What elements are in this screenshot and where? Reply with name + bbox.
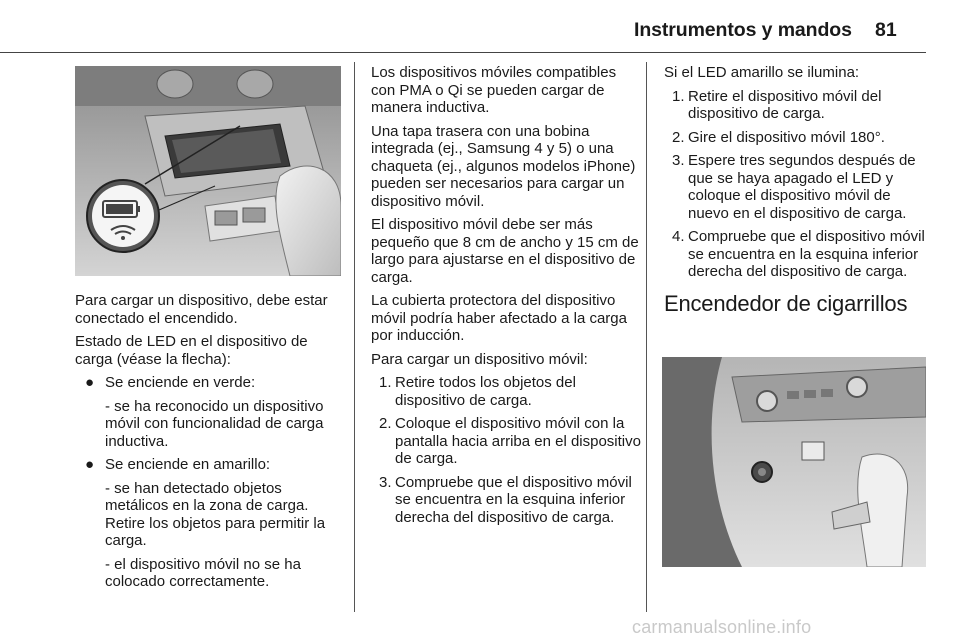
bullet-item (75, 374, 345, 450)
page-title: Instrumentos y mandos (634, 19, 852, 41)
step-number: 2. (379, 415, 392, 432)
watermark[interactable]: carmanualsonline.info (632, 617, 812, 637)
paragraph: El dispositivo móvil debe ser más pequeño que 8 cm de ancho y 15 cm de largo para ajustarse en el dispositivo de carga. (371, 216, 639, 286)
step-number: 1. (379, 374, 392, 391)
step-text: Compruebe que el dispositivo móvil se encuentra en la esquina inferior derecha del dispositivo de carga. (395, 473, 632, 526)
column-right (664, 64, 930, 316)
step-text: Espere tres segundos después de que se haya apagado el LED y coloque el dispositivo móvil de nuevo en el dispositivo de carga. (688, 152, 916, 222)
paragraph: Para cargar un dispositivo, debe estar conectado el encendido. (75, 292, 328, 327)
step-number: 2. (672, 128, 685, 146)
bullet-icon: ● (85, 374, 95, 391)
step-item (371, 474, 641, 527)
header-rule (0, 52, 926, 53)
column-divider (354, 62, 355, 612)
step-item (664, 129, 930, 147)
step-number: 4. (672, 228, 685, 245)
bullet-subtext: - se han detectado objetos metálicos en la zona de carga. Retire los objetos para permitir la carga. (105, 479, 326, 549)
column-divider (646, 62, 647, 612)
step-number: 3. (672, 152, 685, 169)
paragraph: La cubierta protectora del dispositivo móvil podría haber afectado a la carga por inducción. (371, 292, 627, 344)
paragraph: Si el LED amarillo se ilumina: (664, 64, 860, 81)
bullet-subtext: - el dispositivo móvil no se ha colocado correctamente. (105, 555, 301, 590)
step-text: Coloque el dispositivo móvil con la pantalla hacia arriba en el dispositivo de carga. (395, 415, 641, 467)
step-text: Retire el dispositivo móvil del dispositivo de carga. (688, 87, 882, 122)
step-number: 1. (672, 87, 685, 105)
section-heading: Encendedor de cigarrillos (664, 290, 908, 316)
cigarette-lighter-photo (662, 357, 926, 567)
bullet-label: Se enciende en amarillo: (105, 456, 271, 473)
step-item (371, 415, 641, 468)
paragraph: Para cargar un dispositivo móvil: (371, 350, 588, 368)
step-item (664, 228, 930, 281)
step-text: Gire el dispositivo móvil 180°. (688, 128, 885, 146)
bullet-item (75, 456, 345, 591)
charging-tray-photo (75, 66, 341, 276)
step-item (371, 374, 641, 409)
bullet-icon: ● (85, 456, 95, 473)
paragraph: Una tapa trasera con una bobina integrada (ej., Samsung 4 y 5) o una chaqueta (ej., algunos modelos iPhone) pueden ser necesarios para cargar un dispositivo móvil. (371, 122, 636, 210)
step-number: 3. (379, 473, 392, 491)
step-text: Retire todos los objetos del dispositivo de carga. (395, 374, 576, 409)
page-number: 81 (875, 19, 897, 41)
column-left (75, 292, 345, 597)
paragraph: Estado de LED en el dispositivo de carga (véase la flecha): (75, 333, 308, 368)
paragraph: Los dispositivos móviles compatibles con PMA o Qi se pueden cargar de manera inductiva. (371, 64, 617, 116)
step-text: Compruebe que el dispositivo móvil se encuentra en la esquina inferior derecha del dispositivo de carga. (688, 228, 925, 280)
bullet-label: Se enciende en verde: (105, 374, 256, 391)
bullet-subtext: - se ha reconocido un dispositivo móvil con funcionalidad de carga inductiva. (105, 397, 324, 450)
column-middle (371, 64, 641, 532)
step-item (664, 152, 930, 222)
step-item (664, 88, 930, 123)
